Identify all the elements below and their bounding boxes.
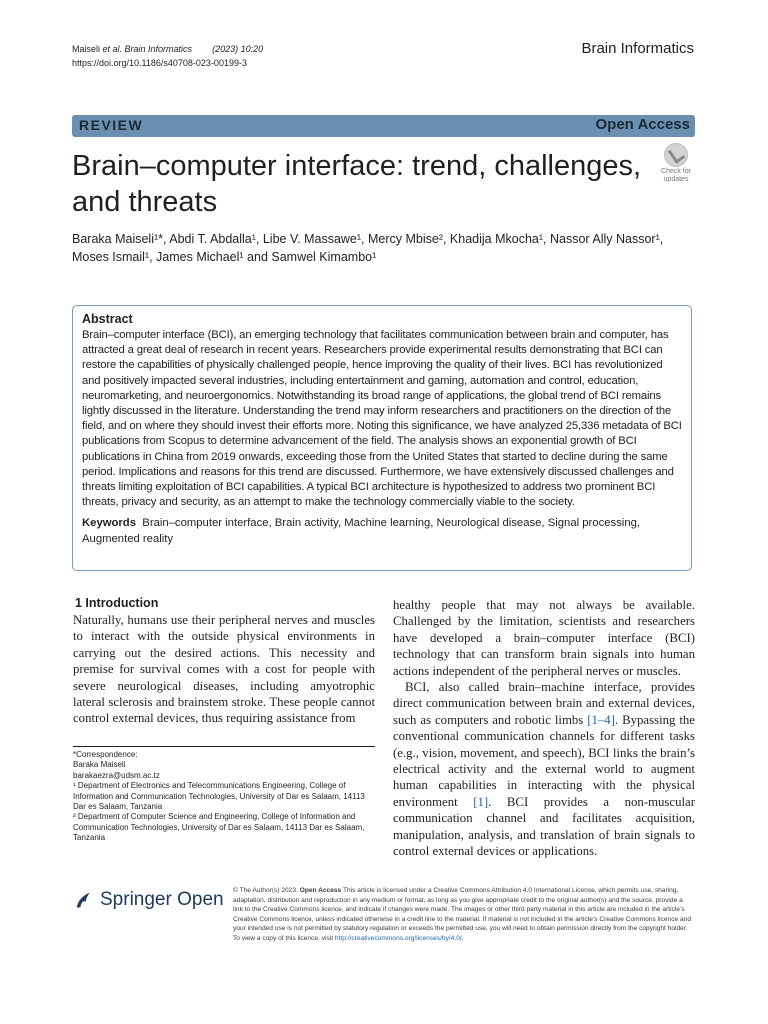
publisher-logo [73, 889, 224, 911]
citation-link[interactable]: [1] [473, 794, 489, 809]
doi-link[interactable]: https://doi.org/10.1186/s40708-023-00199-3 [72, 58, 247, 68]
open-access-label: Open Access [595, 116, 690, 133]
footnote-divider [73, 746, 375, 747]
publisher-name: Springer [100, 889, 172, 911]
article-title: Brain–computer interface: trend, challenges, and threats [72, 150, 642, 218]
affiliation-2: ² Department of Computer Science and Engineering, College of Information and Communication Technologies, University of Dar es Salaam, 14113 Dar es Salaam, Tanzania [73, 812, 365, 843]
section-heading: 1 Introduction [75, 596, 159, 610]
springer-horse-icon [73, 889, 95, 911]
citation-year: (2023) 10:20 [212, 44, 264, 54]
license-link[interactable]: http://creativecommons.org/licenses/by/4.0/ [334, 934, 462, 942]
license-end: . [461, 934, 464, 942]
license-text: This article is licensed under a Creative Commons Attribution 4.0 International License, which permits use, sharing, adaptation, distribution and reproduction in any medium or format, as long as you give appropriate credit to the original author(s) and the source, provide a link to the Creative Commons licence, and indicate if changes were made. The images or other third party material in this article are included in the article’s Creative Commons licence, unless indicated otherwise in a credit line to the material. If material is not included in the article’s Creative Commons licence and your intended use is not permitted by statutory regulation or exceeds the permitted use, you will need to obtain permission directly from the copyright holder. To view a copy of this licence, visit [233, 887, 691, 942]
check-updates-label: Check for updates [661, 168, 691, 183]
correspondence-label: *Correspondence: [73, 750, 138, 759]
column-right [393, 597, 695, 860]
running-header [72, 42, 263, 70]
column-left [73, 612, 375, 727]
citation-etal: et al. Brain Informatics [100, 44, 193, 54]
publisher-suffix: Open [171, 889, 224, 911]
footnotes [73, 750, 375, 844]
abstract-text: Brain–computer interface (BCI), an emerging technology that facilitates communication between brain and computer, has attracted a great deal of research in recent years. Researchers provide experimental results demonstrating that BCI can restore the capabilities of physically challenged people, hence improving the quality of their lives. BCI has revolutionized and positively impacted several industries, including entertainment and gaming, automation and control, education, neuromarketing, and neuroergonomics. Notwithstanding its broad range of applications, the global trend of BCI remains lightly discussed in the literature. Understanding the trend may inform researchers and practitioners on the direction of the field, and on where they should invest their efforts more. Noting this significance, we have analyzed 25,336 metadata of BCI publications from Scopus to determine advancement of the field. The analysis shows an exponential growth of BCI publications in China from 2019 onwards, exceeding those from the United States that started to decline during the same period. Implications and reasons for this trend are discussed. Furthermore, we have extensively discussed challenges and threats limiting exploitation of BCI capabilities. A typical BCI architecture is hypothesized to address two prominent BCI threats, privacy and security, as an attempt to make the technology commercially viable to the society. [82, 329, 682, 509]
copyright-text: © The Author(s) 2023. [233, 887, 300, 894]
citation-authors: Maiseli [72, 44, 101, 54]
journal-name: Brain Informatics [581, 40, 694, 57]
review-label: REVIEW [79, 117, 144, 133]
license-statement [233, 886, 693, 943]
paragraph-text: BCI, also called brain–machine interface, provides direct communication between brain and external devices, such as computers and robotic limbs [393, 680, 695, 727]
abstract-heading: Abstract [82, 312, 133, 326]
article-type-banner [72, 115, 695, 137]
correspondence-email[interactable]: barakaezra@udsm.ac.tz [73, 770, 160, 780]
keywords-label: Keywords [82, 517, 136, 530]
intro-paragraph-1: Naturally, humans use their peripheral nerves and muscles to interact with the outside physical environments in carrying out the desired actions. This necessity and premise for survival comes with a cost for people with severe neurological diseases, including amyotrophic lateral sclerosis and brainstem stroke. These people cannot control external devices, thus requiring assistance from [73, 613, 375, 726]
keywords [82, 516, 683, 546]
citation-link[interactable]: [1–4] [587, 712, 615, 727]
intro-paragraph-1-continued: healthy people that may not always be available. Challenged by the limitation, scientists and researchers have developed a brain–computer interface (BCI) technology that can transform brain signals into human actions independent of the peripheral nerves or muscles. [393, 598, 695, 678]
check-icon [664, 143, 688, 167]
paragraph-text: . BCI provides a non-muscular communication channel and facilitates acquisition, manipulation, analysis, and translation of brain signals to control external devices or applications. [393, 794, 695, 859]
correspondence-name: Baraka Maiseli [73, 760, 126, 770]
abstract-box [72, 305, 692, 571]
license-open-access: Open Access [299, 887, 342, 894]
intro-paragraph-2 [393, 679, 695, 859]
check-for-updates-badge[interactable] [657, 143, 695, 181]
affiliation-1: ¹ Department of Electronics and Telecommunications Engineering, College of Information and Communication Technologies, University of Dar es Salaam, 14113 Dar es Salaam, Tanzania [73, 781, 365, 812]
paragraph-text: . Bypassing the conventional communication channels for different tasks (e.g., vision, movement, and speech), BCI links the brain’s electrical activity and the external world to augment human capabilities in interacting with the physical environment [393, 712, 695, 809]
keywords-list: Brain–computer interface, Brain activity, Machine learning, Neurological disease, Signal processing, Augmented reality [82, 517, 641, 545]
author-list: Baraka Maiseli¹*, Abdi T. Abdalla¹, Libe V. Massawe¹, Mercy Mbise², Khadija Mkocha¹, Nassor Ally Nassor¹, Moses Ismail¹, James Michael¹ and Samwel Kimambo¹ [72, 232, 664, 264]
